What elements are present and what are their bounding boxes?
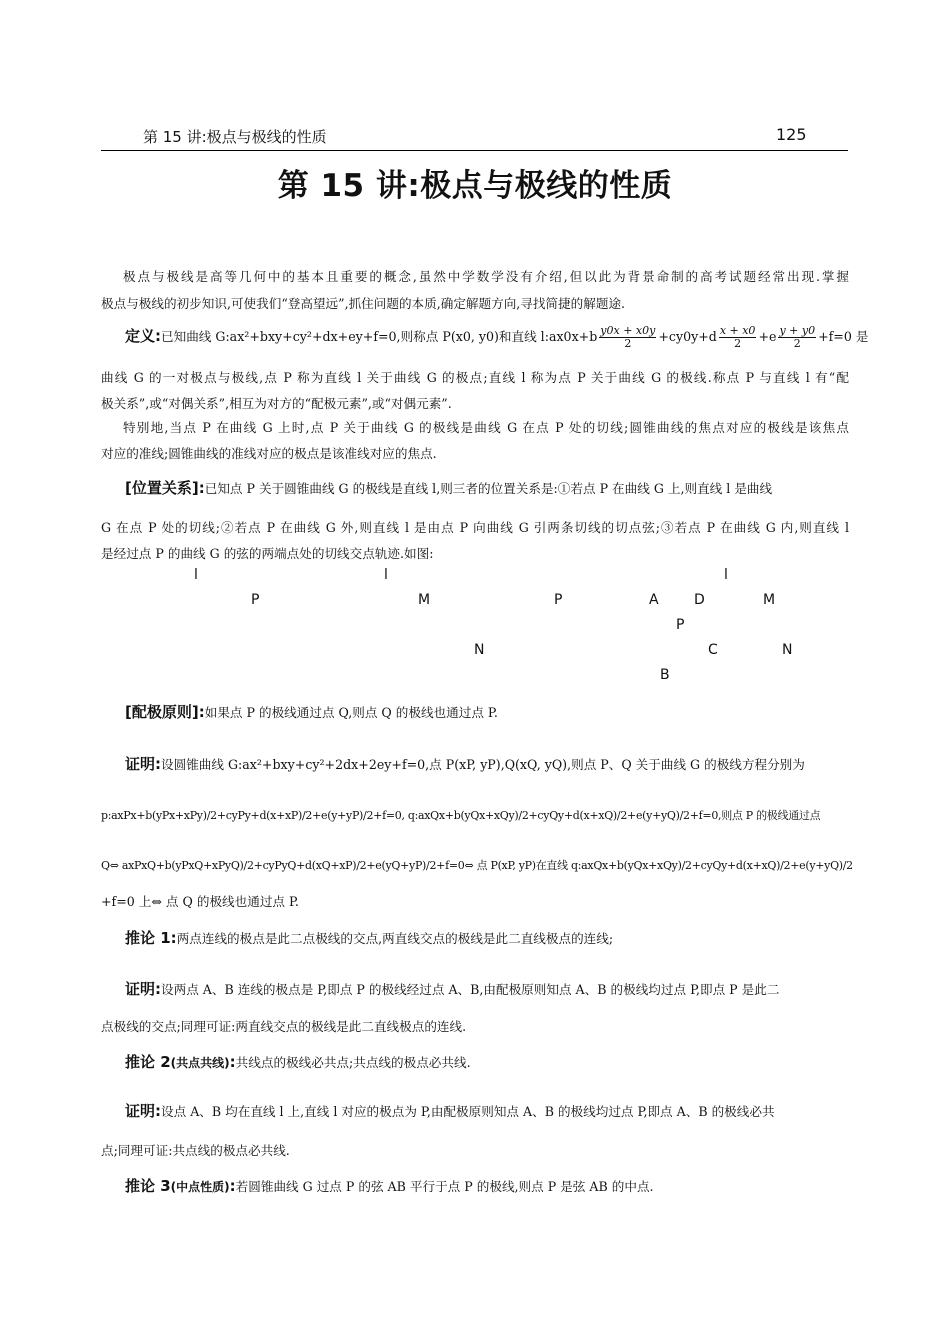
figure-label-m: M <box>763 592 776 608</box>
figure-label-l: l <box>724 567 728 583</box>
corollary3-colon: : <box>229 1177 236 1195</box>
position-label: [位置关系]: <box>125 479 205 497</box>
proof2-line-1 <box>101 980 849 999</box>
figure-label-p: P <box>554 592 563 608</box>
corollary3-text: 若圆锥曲线 G 过点 P 的弦 AB 平行于点 P 的极线,则点 P 是弦 AB 的中点. <box>235 1179 654 1194</box>
position-line-3: 是经过点 P 的曲线 G 的弦的两端点处的切线交点轨迹.如图: <box>101 546 434 561</box>
corollary1-line <box>101 929 849 948</box>
corollary2-colon: : <box>229 1053 236 1071</box>
proof1-text: 设圆锥曲线 G:ax²+bxy+cy²+2dx+2ey+f=0,点 P(xP, yP),Q(xQ, yQ),则点 P、Q 关于曲线 G 的极线方程分别为 <box>161 757 805 772</box>
definition-line-1 <box>101 324 869 369</box>
definition-line-2: 曲线 G 的一对极点与极线,点 P 称为直线 l 关于曲线 G 的极点;直线 l 称为点 P 关于曲线 G 的极线.称点 P 与直线 l 有“配 <box>101 370 849 385</box>
page-number: 125 <box>776 125 807 144</box>
proof3-line-1 <box>101 1102 849 1121</box>
definition-text-b: +cy0y+d <box>658 329 717 344</box>
proof2-line-2: 点极线的交点;同理可证:两直线交点的极线是此二直线极点的连线. <box>101 1019 467 1034</box>
figure-label-n: N <box>474 642 485 658</box>
figure-label-b: B <box>660 667 670 683</box>
proof1-line-2: p:axPx+b(yPx+xPy)/2+cyPy+d(x+xP)/2+e(y+yP)/2+f=0, q:axQx+b(yQx+xQy)/2+cyQy+d(x+xQ)/2+e(y+yQ)/2+f=0,则点 P 的极线通过点 <box>101 809 821 822</box>
figure-label-p: P <box>676 617 685 633</box>
fraction: $\frac{y0x + x0y}{2}$ <box>600 324 656 350</box>
fraction: $\frac{y + y0}{2}$ <box>779 324 816 350</box>
corollary1-text: 两点连线的极点是此二点极线的交点,两直线交点的极线是此二直线极点的连线; <box>176 931 614 946</box>
figure-label-d: D <box>694 592 705 608</box>
principle-label: [配极原则]: <box>125 703 205 721</box>
figure-label-l: l <box>384 567 388 583</box>
figure-label-m: M <box>418 592 431 608</box>
position-line-2: G 在点 P 处的切线;②若点 P 在曲线 G 外,则直线 l 是由点 P 向曲线 G 引两条切线的切点弦;③若点 P 在曲线 G 内,则直线 l <box>101 520 849 535</box>
proof-label: 证明: <box>125 1102 161 1120</box>
corollary1-label: 推论 1: <box>125 929 177 947</box>
proof1-line-3: Q⇔ axPxQ+b(yPxQ+xPyQ)/2+cyPyQ+d(xQ+xP)/2+e(yQ+yP)/2+f=0⇔ 点 P(xP, yP)在直线 q:axQx+b(yQx+xQy)/2+cyQy+d(x+xQ)/2+e(y+yQ)/2 <box>101 859 853 872</box>
running-header-title: 第 15 讲:极点与极线的性质 <box>143 128 327 146</box>
position-text: 已知点 P 关于圆锥曲线 G 的极线是直线 l,则三者的位置关系是:①若点 P 在曲线 G 上,则直线 l 是曲线 <box>204 481 773 496</box>
corollary3-tag: (中点性质) <box>170 1180 230 1194</box>
proof1-line-4: +f=0 上⇔ 点 Q 的极线也通过点 P. <box>101 894 299 909</box>
proof1-line-1 <box>101 755 849 774</box>
definition-text-c: +e <box>758 329 777 344</box>
figure-label-c: C <box>708 642 718 658</box>
proof-label: 证明: <box>125 755 161 773</box>
proof2-text: 设两点 A、B 连线的极点是 P,即点 P 的极线经过点 A、B,由配极原则知点 A、B 的极线均过点 P,即点 P 是此二 <box>161 982 780 997</box>
principle-line <box>101 703 849 722</box>
corollary3-label: 推论 3 <box>125 1177 171 1195</box>
position-line-1 <box>101 479 849 498</box>
figure-label-l: l <box>194 567 198 583</box>
proof3-text: 设点 A、B 均在直线 l 上,直线 l 对应的极点为 P,由配极原则知点 A、B 的极线均过点 P,即点 A、B 的极线必共 <box>161 1104 775 1119</box>
page-title: 第 15 讲:极点与极线的性质 <box>277 168 673 204</box>
definition-text-a: 已知曲线 G:ax²+bxy+cy²+dx+ey+f=0,则称点 P(x0, y0)和直线 l:ax0x+b <box>161 329 598 344</box>
fraction: $\frac{x + x0}{2}$ <box>719 324 756 350</box>
header-rule <box>101 150 848 151</box>
principle-text: 如果点 P 的极线通过点 Q,则点 Q 的极线也通过点 P. <box>204 705 498 720</box>
proof-label: 证明: <box>125 980 161 998</box>
definition-line-3: 极关系”,或“对偶关系”,相互为对方的“配极元素”,或“对偶元素”. <box>101 396 452 411</box>
corollary2-tag: (共点共线) <box>170 1056 230 1070</box>
proof3-line-2: 点;同理可证:共点线的极点必共线. <box>101 1143 290 1158</box>
corollary2-label: 推论 2 <box>125 1053 171 1071</box>
definition-text-d: +f=0 是 <box>818 329 869 344</box>
figure-label-a: A <box>649 592 659 608</box>
corollary2-text: 共线点的极线必共点;共点线的极点必共线. <box>235 1055 471 1070</box>
special-line-2: 对应的准线;圆锥曲线的准线对应的极点是该准线对应的焦点. <box>101 446 437 461</box>
special-line-1: 特别地,当点 P 在曲线 G 上时,点 P 关于曲线 G 的极线是曲线 G 在点 P 处的切线;圆锥曲线的焦点对应的极线是该焦点 <box>123 420 849 435</box>
figure-label-p: P <box>251 592 260 608</box>
corollary3-line <box>101 1177 849 1196</box>
corollary2-line <box>101 1053 849 1072</box>
intro-line-1: 极点与极线是高等几何中的基本且重要的概念,虽然中学数学没有介绍,但以此为背景命制的高考试题经常出现.掌握 <box>123 269 849 284</box>
figure-label-n: N <box>782 642 793 658</box>
intro-line-2: 极点与极线的初步知识,可使我们“登高望远”,抓住问题的本质,确定解题方向,寻找简捷的解题途. <box>101 296 626 311</box>
definition-label: 定义: <box>125 327 161 345</box>
